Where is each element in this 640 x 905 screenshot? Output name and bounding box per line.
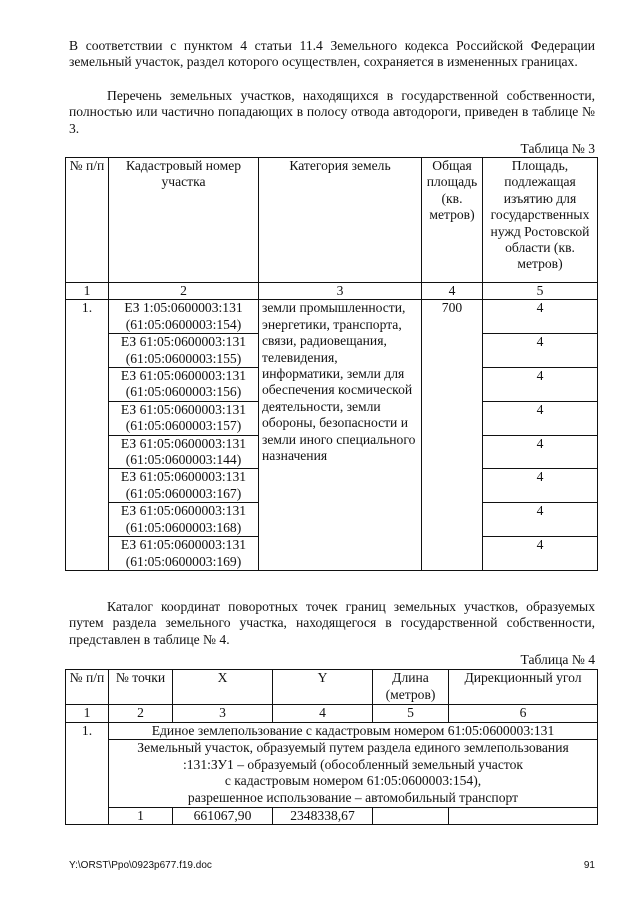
table4-parcel-description bbox=[109, 757, 598, 807]
catalog-paragraph: Каталог координат поворотных точек границ земельных участков, образуемых путем раздела земельного участка, находящегося в государственной собственности, представлен в таблице № 4. bbox=[69, 599, 595, 647]
table3-cadastral-cell bbox=[109, 300, 259, 334]
table4-row-number: 1. bbox=[66, 722, 109, 825]
table4 bbox=[65, 669, 598, 825]
parcel-desc-line: :131:ЗУ1 – образуемый (обособленный земельный участок bbox=[182, 756, 524, 772]
table3-seized-area: 4 bbox=[483, 334, 598, 368]
table3-header-seized-area: Площадь, подлежащая изъятию для государственных нужд Ростовской области (кв. метров) bbox=[483, 158, 598, 283]
table4-colnum: 5 bbox=[373, 705, 449, 723]
intro-paragraph-2: Перечень земельных участков, находящихся в государственной собственности, полностью или частично попадающих в полосу отвода автодороги, приведен в таблице № 3. bbox=[69, 88, 595, 136]
table4-colnum: 2 bbox=[109, 705, 173, 723]
cadastral-subnumber: (61:05:0600003:155) bbox=[125, 350, 242, 366]
table3-seized-area: 4 bbox=[483, 401, 598, 435]
cadastral-number: ЕЗ 61:05:0600003:131 bbox=[120, 537, 247, 553]
table4-point-y: 2348338,67 bbox=[273, 807, 373, 825]
table-row bbox=[66, 740, 598, 757]
table3-total-area: 700 bbox=[422, 300, 483, 571]
table3-colnum: 4 bbox=[422, 283, 483, 300]
table3-seized-area: 4 bbox=[483, 368, 598, 402]
footer-file-path: Y:\ORST\Ppo\0923p677.f19.doc bbox=[69, 860, 212, 871]
table4-colnum: 3 bbox=[173, 705, 273, 723]
cadastral-subnumber: (61:05:0600003:156) bbox=[125, 384, 242, 400]
table4-unified-land-use: Единое землепользование с кадастровым номером 61:05:0600003:131 bbox=[109, 722, 598, 740]
table-row bbox=[66, 722, 598, 740]
cadastral-number: ЕЗ 1:05:0600003:131 bbox=[124, 300, 243, 316]
cadastral-number: ЕЗ 61:05:0600003:131 bbox=[120, 334, 247, 350]
table-row bbox=[66, 300, 598, 334]
table3-cadastral-cell bbox=[109, 334, 259, 368]
table4-caption: Таблица № 4 bbox=[520, 652, 595, 667]
table4-point-length bbox=[373, 807, 449, 825]
table4-header-x: X bbox=[173, 670, 273, 705]
table4-header-point: № точки bbox=[109, 670, 173, 705]
table3-header-no: № п/п bbox=[66, 158, 109, 283]
table3-cadastral-cell bbox=[109, 435, 259, 469]
table3-header-row bbox=[66, 158, 598, 283]
cadastral-number: ЕЗ 61:05:0600003:131 bbox=[120, 503, 247, 519]
table-row bbox=[66, 757, 598, 807]
table-row bbox=[66, 807, 598, 825]
table3-header-total-area: Общая площадь (кв. метров) bbox=[422, 158, 483, 283]
table4-header-y: Y bbox=[273, 670, 373, 705]
table4-column-numbers bbox=[66, 705, 598, 723]
table3-cadastral-cell bbox=[109, 503, 259, 537]
table3-header-category: Категория земель bbox=[259, 158, 422, 283]
table4-point-number: 1 bbox=[109, 807, 173, 825]
table3-header-cadastral: Кадастровый номер участка bbox=[109, 158, 259, 283]
table3-seized-area: 4 bbox=[483, 503, 598, 537]
cadastral-number: ЕЗ 61:05:0600003:131 bbox=[120, 469, 247, 485]
table3-cadastral-cell bbox=[109, 537, 259, 571]
table4-header-row bbox=[66, 670, 598, 705]
table3-seized-area: 4 bbox=[483, 300, 598, 334]
parcel-desc-line: разрешенное использование – автомобильный транспорт bbox=[187, 789, 519, 805]
table3-seized-area: 4 bbox=[483, 469, 598, 503]
table4-point-x: 661067,90 bbox=[173, 807, 273, 825]
table3-seized-area: 4 bbox=[483, 537, 598, 571]
table3-column-numbers bbox=[66, 283, 598, 300]
parcel-desc-line: с кадастровым номером 61:05:0600003:154), bbox=[224, 773, 482, 789]
table4-point-angle bbox=[449, 807, 598, 825]
footer-page-number: 91 bbox=[583, 860, 595, 871]
table3 bbox=[65, 157, 598, 571]
table3-colnum: 2 bbox=[109, 283, 259, 300]
table3-caption: Таблица № 3 bbox=[520, 141, 595, 156]
cadastral-subnumber: (61:05:0600003:144) bbox=[125, 452, 242, 468]
table4-colnum: 1 bbox=[66, 705, 109, 723]
cadastral-subnumber: (61:05:0600003:167) bbox=[125, 485, 242, 501]
table4-colnum: 6 bbox=[449, 705, 598, 723]
table3-cadastral-cell bbox=[109, 469, 259, 503]
cadastral-number: ЕЗ 61:05:0600003:131 bbox=[120, 368, 247, 384]
table4-header-no: № п/п bbox=[66, 670, 109, 705]
cadastral-number: ЕЗ 61:05:0600003:131 bbox=[120, 435, 247, 451]
table3-colnum: 3 bbox=[259, 283, 422, 300]
cadastral-subnumber: (61:05:0600003:168) bbox=[125, 519, 242, 535]
table3-seized-area: 4 bbox=[483, 435, 598, 469]
table4-header-angle: Дирекционный угол bbox=[449, 670, 598, 705]
table3-cadastral-cell bbox=[109, 368, 259, 402]
table4-colnum: 4 bbox=[273, 705, 373, 723]
table3-row-number: 1. bbox=[66, 300, 109, 571]
table3-land-category: земли промышленности, энергетики, транспорта, связи, радиовещания, телевидения, информатики, земли для обеспечения космической деятельности, земли обороны, безопасности и земли иного специального назначения bbox=[259, 300, 422, 571]
table3-colnum: 5 bbox=[483, 283, 598, 300]
cadastral-subnumber: (61:05:0600003:154) bbox=[125, 316, 242, 332]
intro-paragraph-1: В соответствии с пунктом 4 статьи 11.4 Земельного кодекса Российской Федерации земельный участок, раздел которого осуществлен, сохраняется в измененных границах. bbox=[69, 38, 595, 70]
cadastral-subnumber: (61:05:0600003:157) bbox=[125, 418, 242, 434]
table3-colnum: 1 bbox=[66, 283, 109, 300]
table4-header-length: Длина (метров) bbox=[373, 670, 449, 705]
table4-parcel-description-1: Земельный участок, образуемый путем раздела единого землепользования bbox=[109, 740, 598, 757]
table3-cadastral-cell bbox=[109, 401, 259, 435]
cadastral-number: ЕЗ 61:05:0600003:131 bbox=[120, 401, 247, 417]
cadastral-subnumber: (61:05:0600003:169) bbox=[125, 553, 242, 569]
